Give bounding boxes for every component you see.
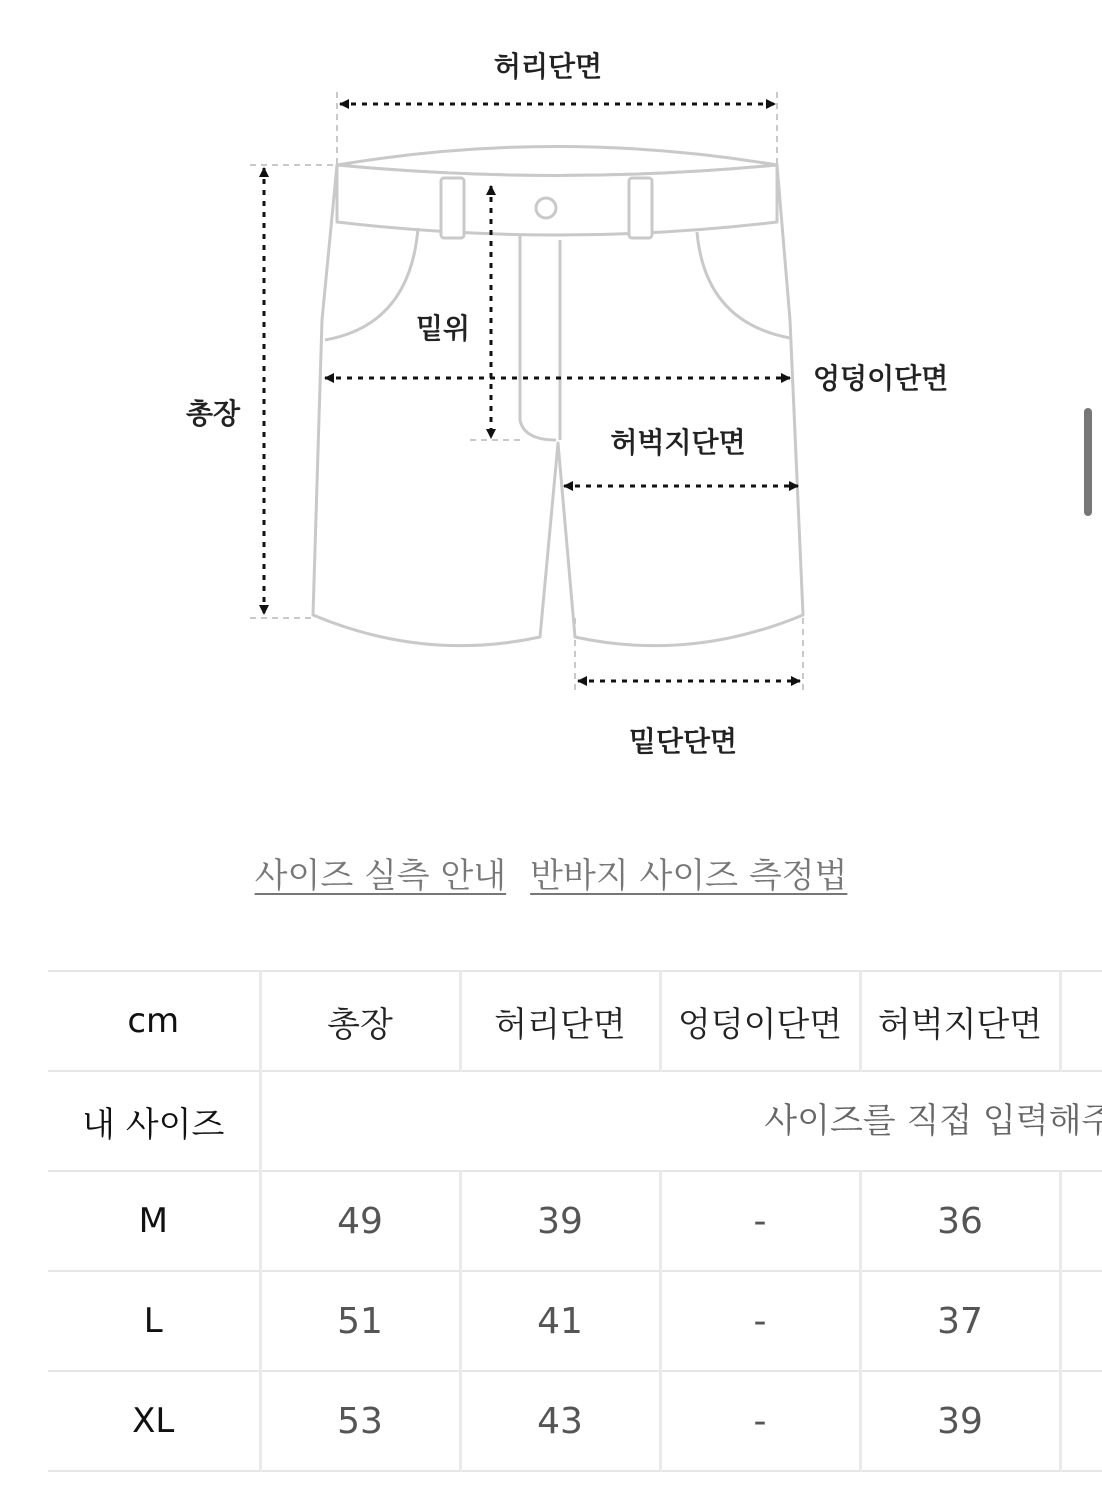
table-row: [48, 1271, 1102, 1371]
value-cell: 43: [460, 1371, 660, 1471]
table-row: [48, 1171, 1102, 1271]
value-cell: 41: [460, 1271, 660, 1371]
my-size-label: 내 사이즈: [48, 1071, 260, 1171]
size-guide-link[interactable]: 사이즈 실측 안내: [254, 856, 507, 896]
header-overflow: [1060, 971, 1102, 1071]
size-table: [48, 970, 1102, 1472]
size-guide-links: [0, 848, 1102, 897]
value-cell: -: [660, 1271, 860, 1371]
value-cell: 49: [260, 1171, 460, 1271]
scrollbar-thumb[interactable]: [1084, 408, 1092, 516]
my-size-input[interactable]: [262, 1100, 1102, 1142]
table-row: [48, 1371, 1102, 1471]
shorts-outline: [313, 147, 803, 646]
value-cell: 53: [260, 1371, 460, 1471]
value-cell: 36: [860, 1171, 1060, 1271]
measure-method-link[interactable]: 반바지 사이즈 측정법: [530, 856, 848, 896]
rise-label: 밑위: [415, 312, 471, 345]
header-hip: 엉덩이단면: [660, 971, 860, 1071]
size-label: L: [48, 1271, 260, 1371]
waist-label: 허리단면: [493, 50, 603, 83]
value-cell: 39: [860, 1371, 1060, 1471]
unit-cell: cm: [48, 971, 260, 1071]
header-total-length: 총장: [260, 971, 460, 1071]
value-cell: 39: [460, 1171, 660, 1271]
hem-label: 밑단단면: [628, 725, 738, 758]
value-cell: 37: [860, 1271, 1060, 1371]
my-size-row: [48, 1071, 1102, 1171]
hip-label: 엉덩이단면: [813, 362, 949, 395]
value-cell: -: [660, 1371, 860, 1471]
header-thigh: 허벅지단면: [860, 971, 1060, 1071]
my-size-input-cell[interactable]: [260, 1071, 1102, 1171]
value-cell: -: [660, 1171, 860, 1271]
overflow-cell: [1060, 1171, 1102, 1271]
table-header-row: [48, 971, 1102, 1071]
value-cell: 51: [260, 1271, 460, 1371]
thigh-label: 허벅지단면: [610, 426, 746, 459]
overflow-cell: [1060, 1371, 1102, 1471]
total-length-label: 총장: [185, 397, 241, 430]
header-waist: 허리단면: [460, 971, 660, 1071]
overflow-cell: [1060, 1271, 1102, 1371]
size-label: M: [48, 1171, 260, 1271]
size-label: XL: [48, 1371, 260, 1471]
